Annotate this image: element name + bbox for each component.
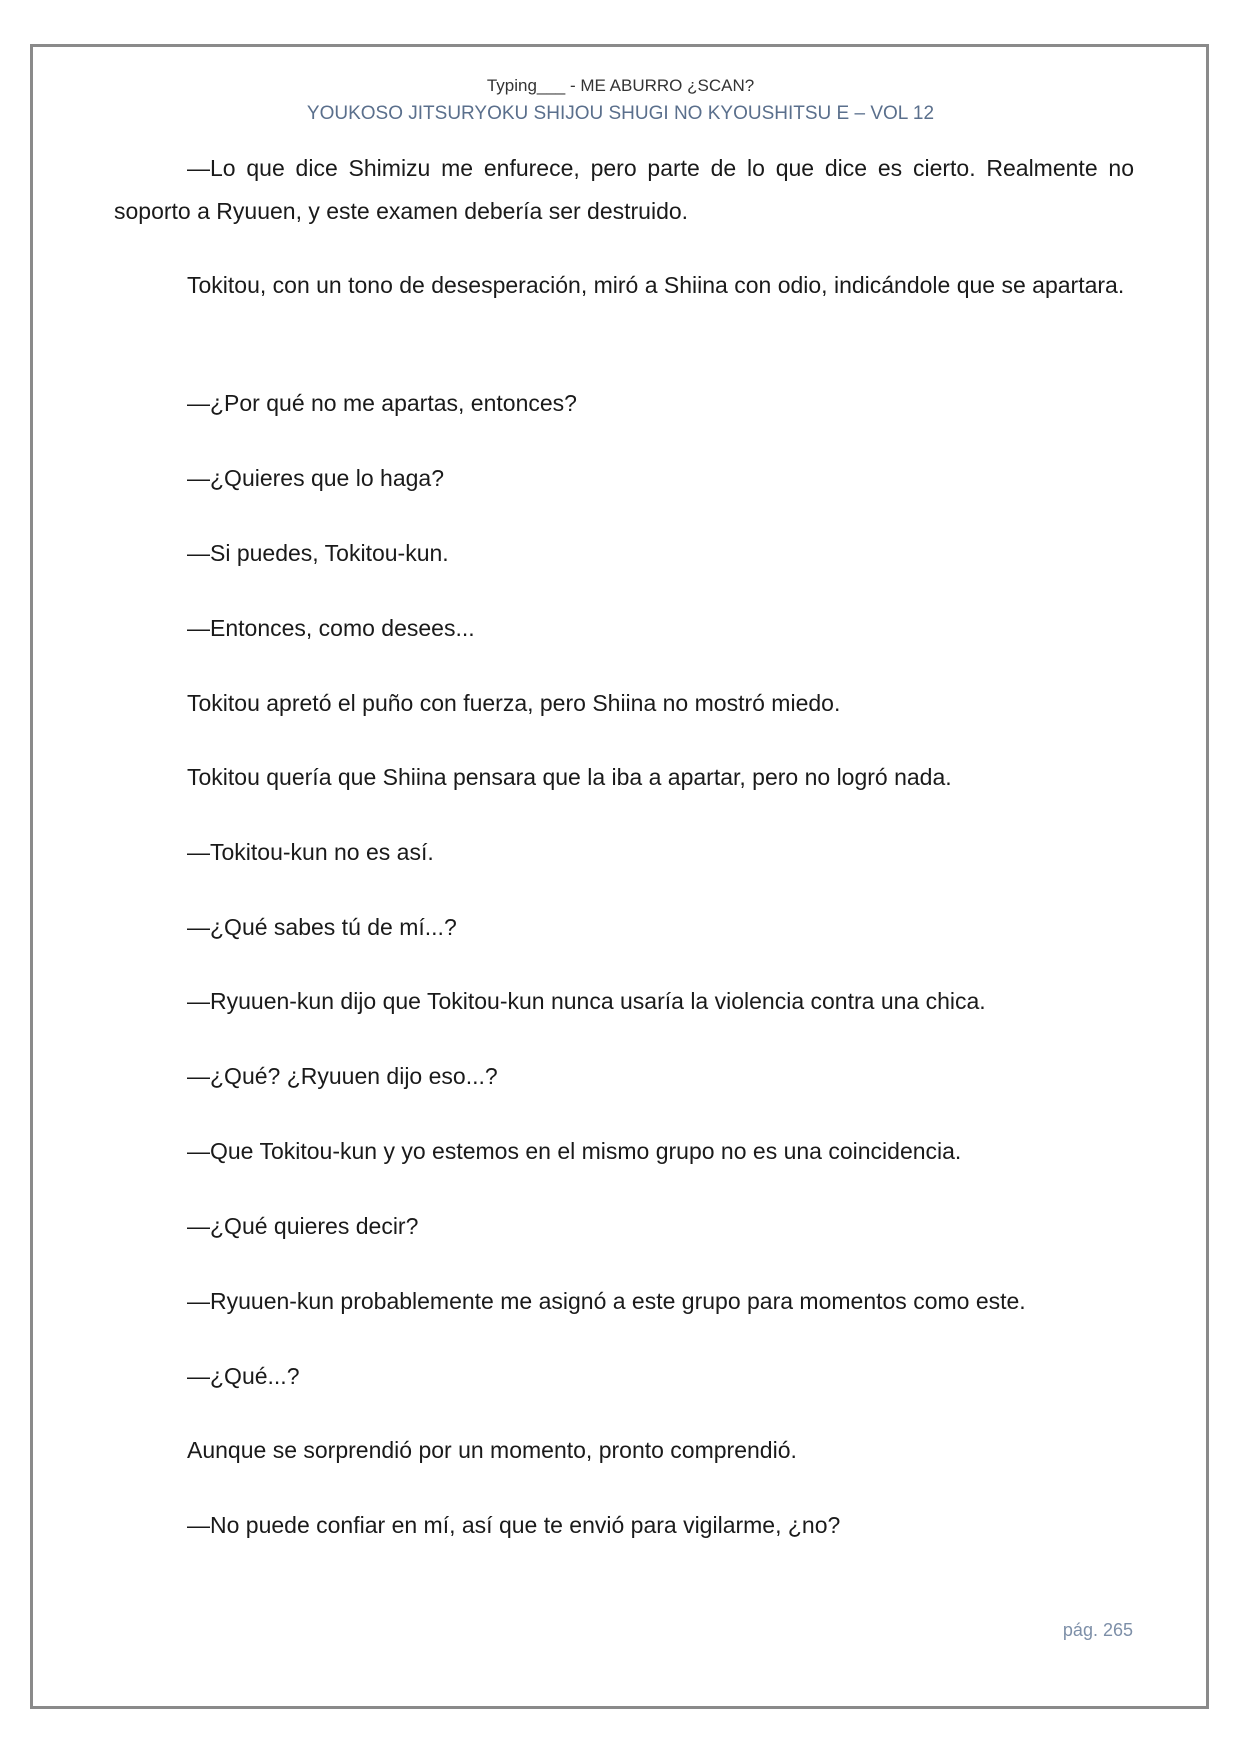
paragraph: Tokitou, con un tono de desesperación, miró a Shiina con odio, indicándole que se apartara.: [187, 272, 1125, 298]
paragraph: Tokitou quería que Shiina pensara que la iba a apartar, pero no logró nada.: [187, 764, 952, 790]
paragraph: —Que Tokitou-kun y yo estemos en el mismo grupo no es una coincidencia.: [187, 1138, 962, 1164]
paragraph: —Tokitou-kun no es así.: [187, 839, 434, 865]
paragraph: —¿Por qué no me apartas, entonces?: [187, 390, 577, 416]
paragraph: —Si puedes, Tokitou-kun.: [187, 540, 449, 566]
paragraph: Tokitou apretó el puño con fuerza, pero Shiina no mostró miedo.: [187, 690, 841, 716]
page-number: pág. 265: [1062, 1620, 1133, 1640]
paragraph: —¿Qué quieres decir?: [187, 1213, 419, 1239]
paragraph: —Entonces, como desees...: [187, 615, 475, 641]
paragraph: —Ryuuen-kun probablemente me asignó a este grupo para momentos como este.: [187, 1288, 1026, 1314]
paragraph: —¿Quieres que lo haga?: [187, 465, 444, 491]
paragraph: Aunque se sorprendió por un momento, pronto comprendió.: [187, 1437, 797, 1463]
paragraph: —¿Qué sabes tú de mí...?: [187, 914, 457, 940]
header-scan-credit: Typing___ - ME ABURRO ¿SCAN?: [486, 76, 755, 95]
paragraph: —¿Qué? ¿Ryuuen dijo eso...?: [187, 1063, 498, 1089]
paragraph: —¿Qué...?: [187, 1363, 300, 1389]
header-book-title: YOUKOSO JITSURYOKU SHIJOU SHUGI NO KYOUSHITSU E – VOL 12: [306, 103, 935, 124]
paragraph: —No puede confiar en mí, así que te envió para vigilarme, ¿no?: [187, 1512, 841, 1538]
paragraph: —Ryuuen-kun dijo que Tokitou-kun nunca usaría la violencia contra una chica.: [187, 988, 986, 1014]
paragraph: —Lo que dice Shimizu me enfurece, pero parte de lo que dice es cierto. Realmente no soporto a Ryuuen, y este examen debería ser destruido.: [114, 155, 1134, 224]
